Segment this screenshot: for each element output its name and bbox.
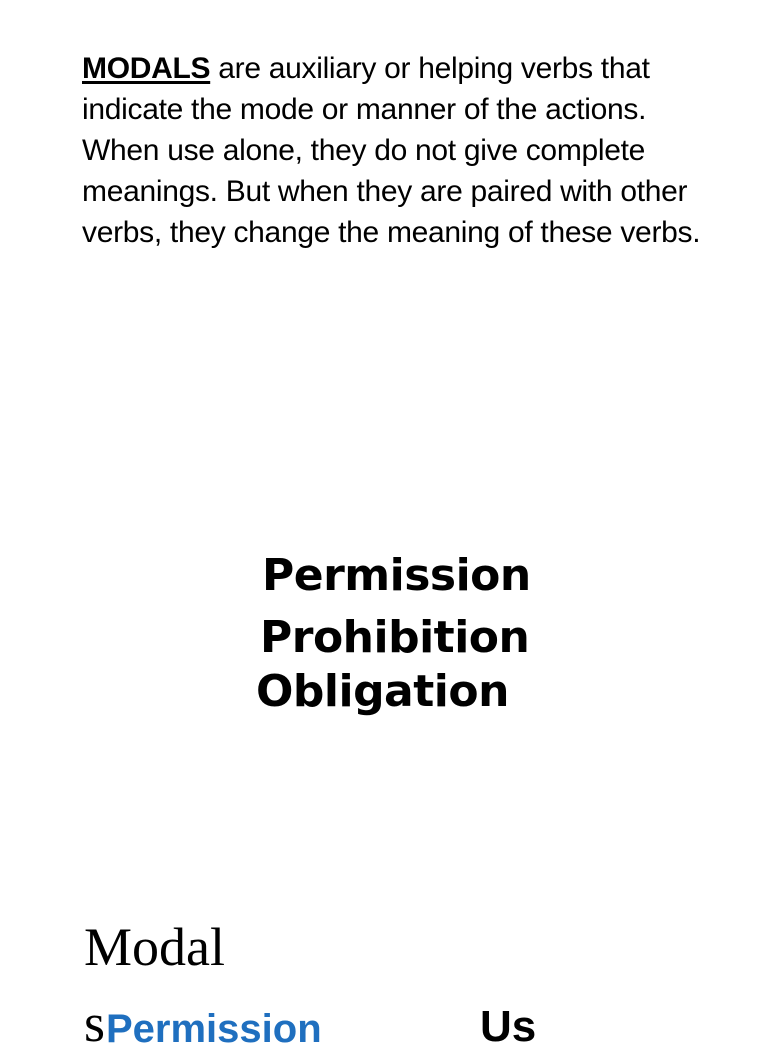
topic-obligation: Obligation [256, 666, 509, 717]
modals-heading: Modal [84, 917, 225, 977]
heading-continuation: s [84, 993, 106, 1053]
definition-text: are auxiliary or helping verbs that indicate the mode or manner of the actions. When use alone, they do not give complete meanings. But when they are paired with other verbs, they change the meaning of these verbs. [82, 52, 701, 249]
cut-off-table-header [84, 992, 768, 1053]
permission-column-header: Permission [106, 1007, 322, 1051]
use-column-header: Us [480, 1002, 537, 1051]
definition-paragraph [82, 48, 722, 253]
modals-term: MODALS [82, 52, 211, 85]
topic-permission: Permission [262, 550, 531, 601]
topic-prohibition: Prohibition [260, 612, 530, 663]
